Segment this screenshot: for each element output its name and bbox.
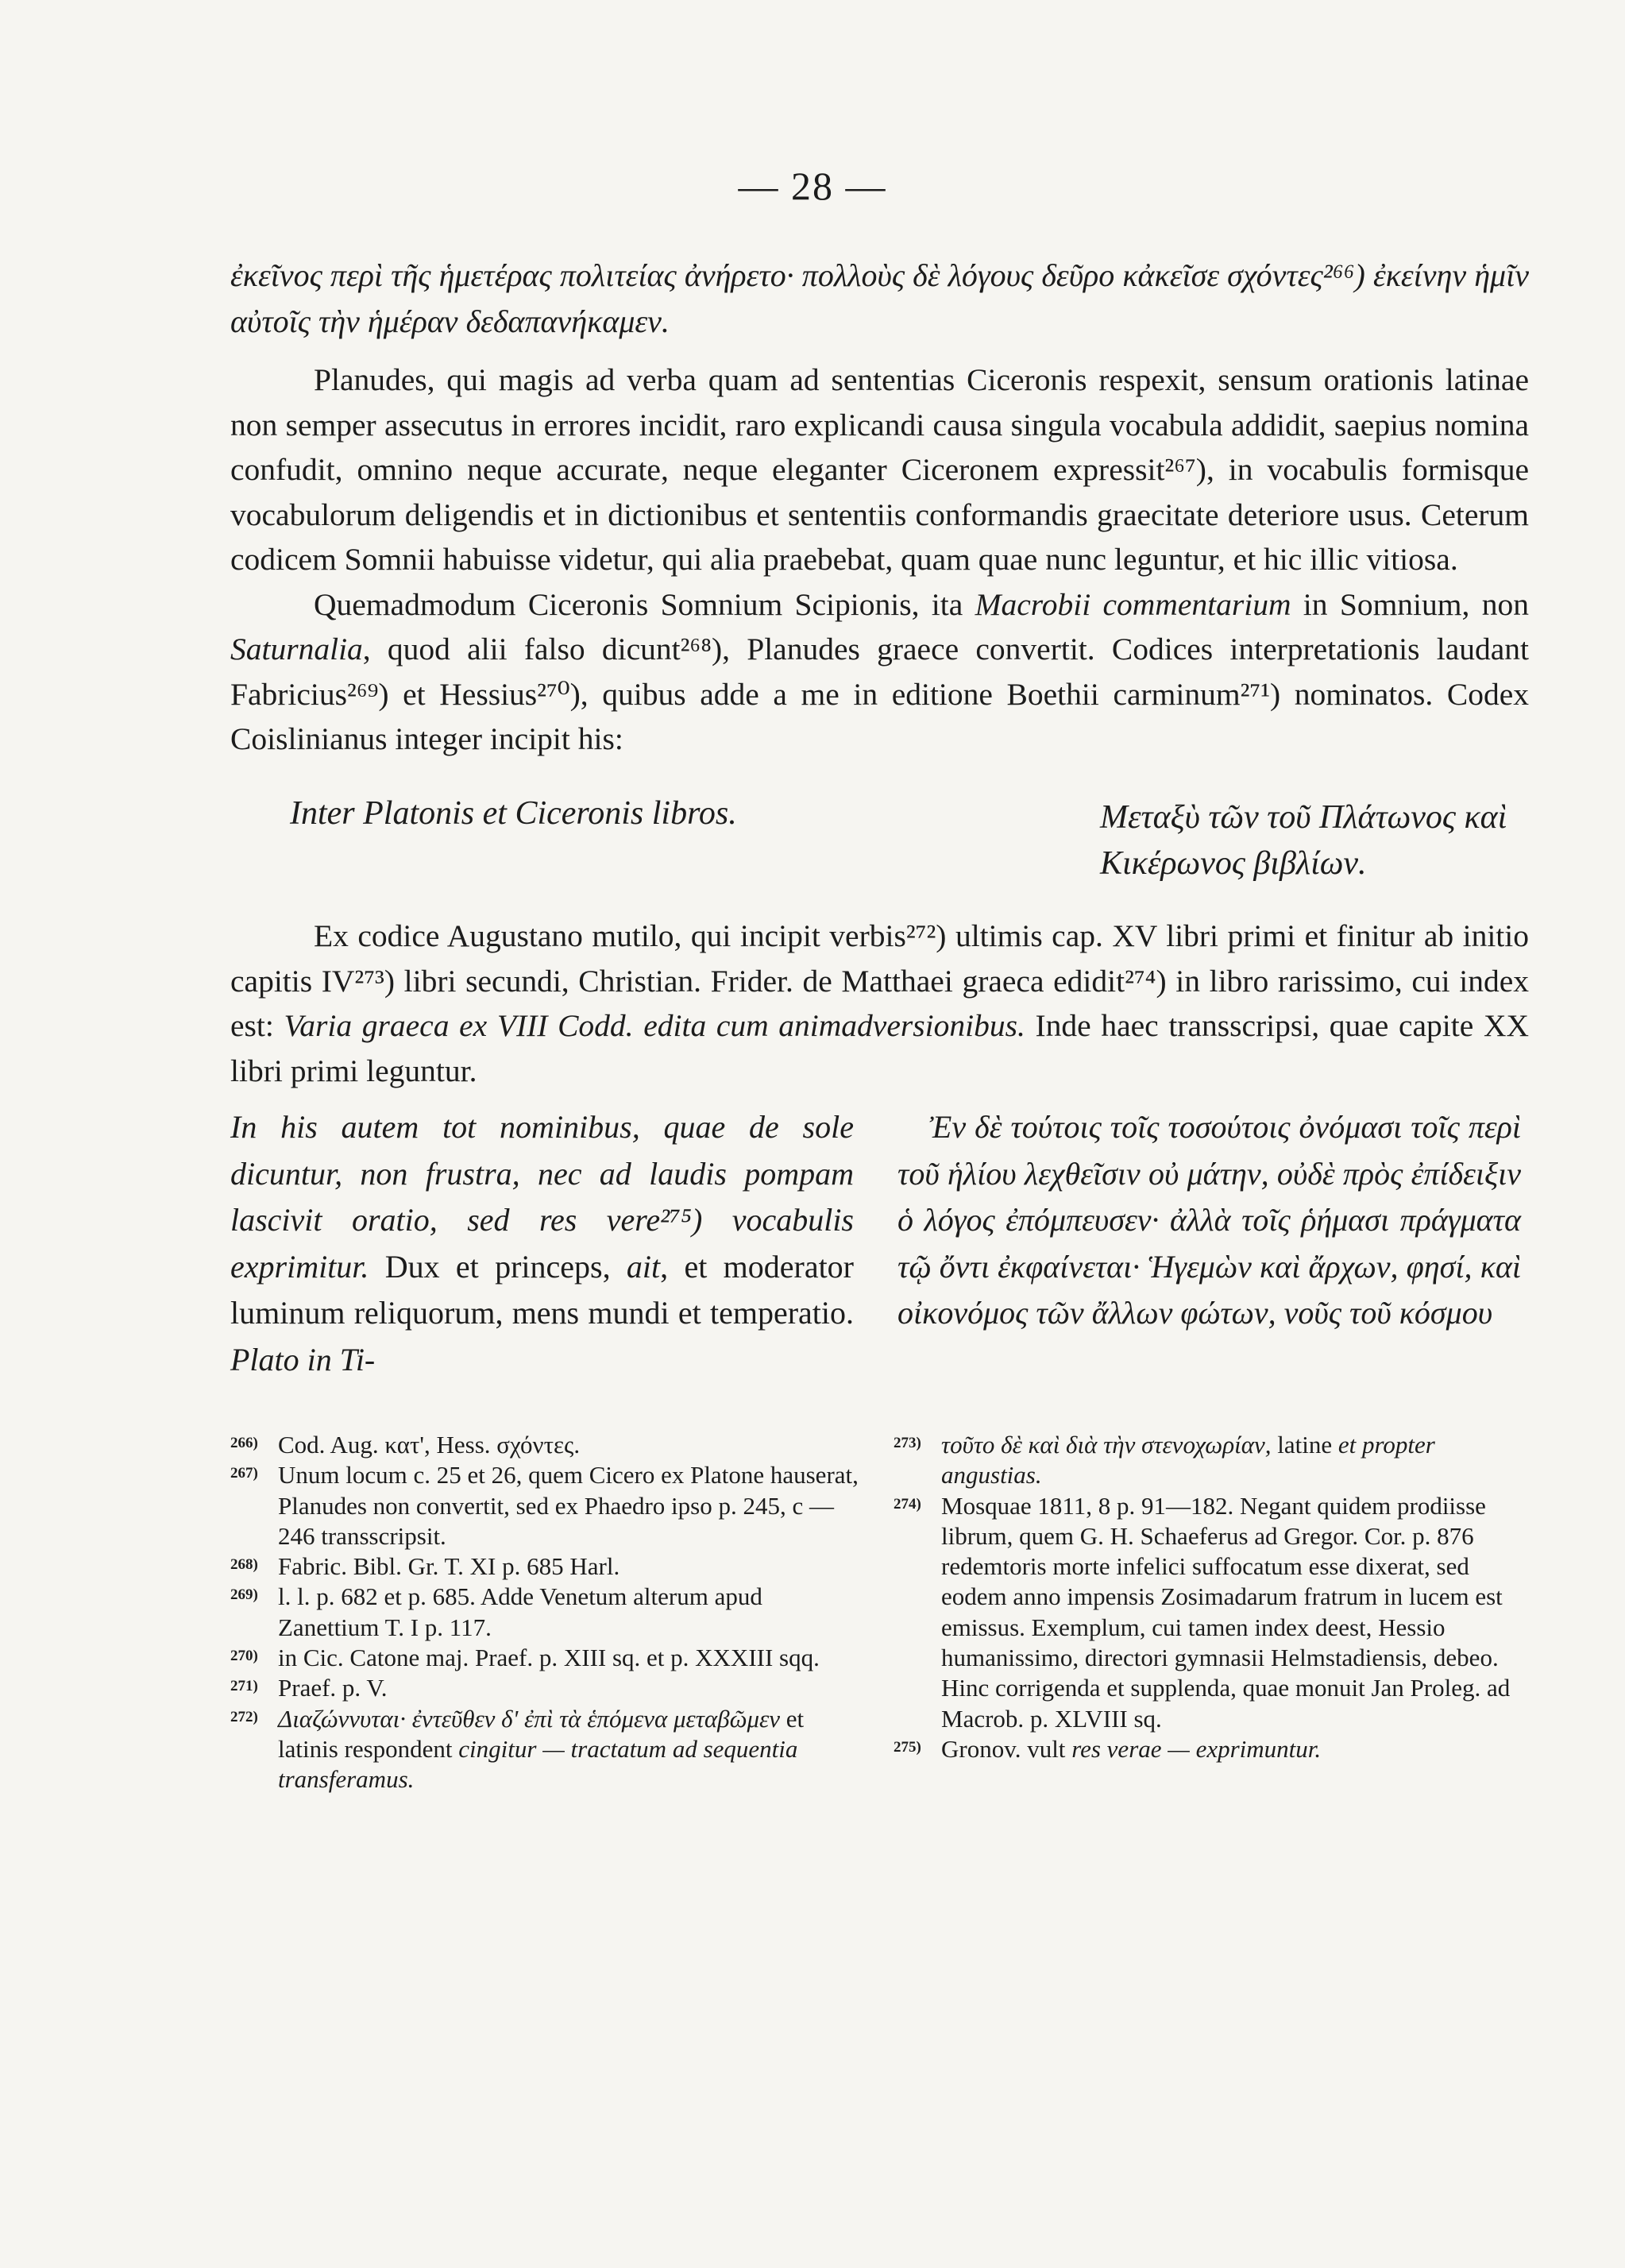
footnote-271: 271) Praef. p. V.: [230, 1674, 388, 1702]
codex-title-row: [230, 794, 1529, 890]
greek-intro-text: ἐκεῖνος περὶ τῆς ἡμετέρας πολιτείας ἀνήρετο· πολλοὺς δὲ λόγους δεῦρο κἀκεῖσε σχόντες²⁶⁶) ἐκείνην ἡμῖν αὐτοῖς τὴν ἡμέραν δεδαπανήκαμεν.: [230, 257, 1529, 339]
commentary-body: [230, 357, 1529, 762]
paragraph-augustano: Ex codice Augustano mutilo, qui incipit verbis²⁷²) ultimis cap. XV libri primi et finitur ab initio capitis IV²⁷³) libri secundi, Christian. Frider. de Matthaei graeca edidit²⁷⁴) in libro rarissimo, cui index est: Varia graeca ex VIII Codd. edita cum animadversionibus. Inde haec transscripsi, quae capite XX libri primi leguntur.: [230, 918, 1529, 1088]
footnote-272: 272) Διαζώννυται· ἐντεῦθεν δ' ἐπὶ τὰ ἑπόμενα μεταβῶμεν et latinis respondent cingitur — tractatum ad sequentia transferamus.: [230, 1704, 805, 1794]
footnote-273: 273) τοῦτο δὲ καὶ διὰ τὴν στενοχωρίαν, latine et propter angustias.: [894, 1431, 1435, 1489]
footnote-268: 268) Fabric. Bibl. Gr. T. XI p. 685 Harl.: [230, 1552, 620, 1581]
augustano-section: [230, 914, 1529, 1093]
paragraph-quemadmodum: Quemadmodum Ciceronis Somnium Scipionis, ita Macrobii commentarium in Somnium, non Saturnalia, quod alii falso dicunt²⁶⁸), Planudes graece convertit. Codices interpretationis laudant Fabricius²⁶⁹) et Hessius²⁷⁰), quibus adde a me in editione Boethii carminum²⁷¹) nominatos. Codex Coislinianus integer incipit his:: [230, 586, 1529, 756]
footnote-divider: [230, 1414, 1529, 1416]
latin-column: [230, 1104, 854, 1383]
footnotes-left: [230, 1430, 866, 1795]
footnote-267: 267) Unum locum c. 25 et 26, quem Cicero ex Platone hauserat, Planudes non convertit, sed ex Phaedro ipso p. 245, c — 246 transscripsit.: [230, 1461, 859, 1550]
footnotes-right: [894, 1430, 1529, 1764]
page-number: — 28 —: [738, 164, 887, 208]
greek-column-text: Ἐν δὲ τούτοις τοῖς τοσούτοις ὀνόμασι τοῖς περὶ τοῦ ἡλίου λεχθεῖσιν οὐ μάτην, οὐδὲ πρὸς ἐπίδειξιν ὁ λόγος ἐπόμπευσεν· ἀλλὰ τοῖς ῥήμασι πράγματα τῷ ὄντι ἐκφαίνεται· Ἡγεμὼν καὶ ἄρχων, φησί, καὶ οἰκονόμος τῶν ἄλλων φώτων, νοῦς τοῦ κόσμου: [897, 1109, 1521, 1331]
paragraph-planudes: Planudes, qui magis ad verba quam ad sententias Ciceronis respexit, sensum orationis latinae non semper assecutus in errores incidit, raro explicandi causa singula vocabula addidit, saepius nomina confudit, omnino neque accurate, neque eleganter Ciceronem expressit²⁶⁷), in vocabulis formisque vocabulorum deligendis et in dictionibus et sententiis conformandis graecitate deteriore usus. Ceterum codicem Somnii habuisse videtur, qui alia praebebat, quam quae nunc leguntur, et hic illic vitiosa.: [230, 362, 1529, 577]
footnote-275: 275) Gronov. vult res verae — exprimuntur.: [894, 1734, 1322, 1763]
footnote-270: 270) in Cic. Catone maj. Praef. p. XIII sq. et p. XXXIII sqq.: [230, 1644, 820, 1672]
greek-column: [897, 1104, 1521, 1337]
footnote-269: 269) l. l. p. 682 et p. 685. Adde Venetum alterum apud Zanettium T. I p. 117.: [230, 1582, 762, 1641]
footnote-266: 266) Cod. Aug. κατ', Hess. σχόντες.: [230, 1431, 581, 1459]
codex-title-latin: Inter Platonis et Ciceronis libros.: [290, 795, 737, 832]
latin-column-text: In his autem tot nominibus, quae de sole dicuntur, non frustra, nec ad laudis pompam lascivit oratio, sed res vere²⁷⁵) vocabulis exprimitur. Dux et princeps, ait, et moderator luminum reliquorum, mens mundi et temperatio. Plato in Ti-: [230, 1109, 855, 1377]
codex-title-greek: Μεταξὺ τῶν τοῦ Πλάτωνος καὶ Κικέρωνος βιβλίων.: [1100, 799, 1507, 882]
footnote-274: 274) Mosquae 1811, 8 p. 91—182. Negant quidem prodiisse librum, quem G. H. Schaeferus ad Gregor. Cor. p. 876 redemtoris morte infelici suffocatum esse dixerat, sed eodem anno impensis Zosimadarum fratrum in lucem est emissus. Exemplum, cui tamen index deest, Hessio humanissimo, directori gymnasii Helmstadiensis, debeo. Hinc corrigenda et supplenda, quae monuit Jan Proleg. ad Macrob. p. XLVIII sq.: [894, 1491, 1511, 1733]
